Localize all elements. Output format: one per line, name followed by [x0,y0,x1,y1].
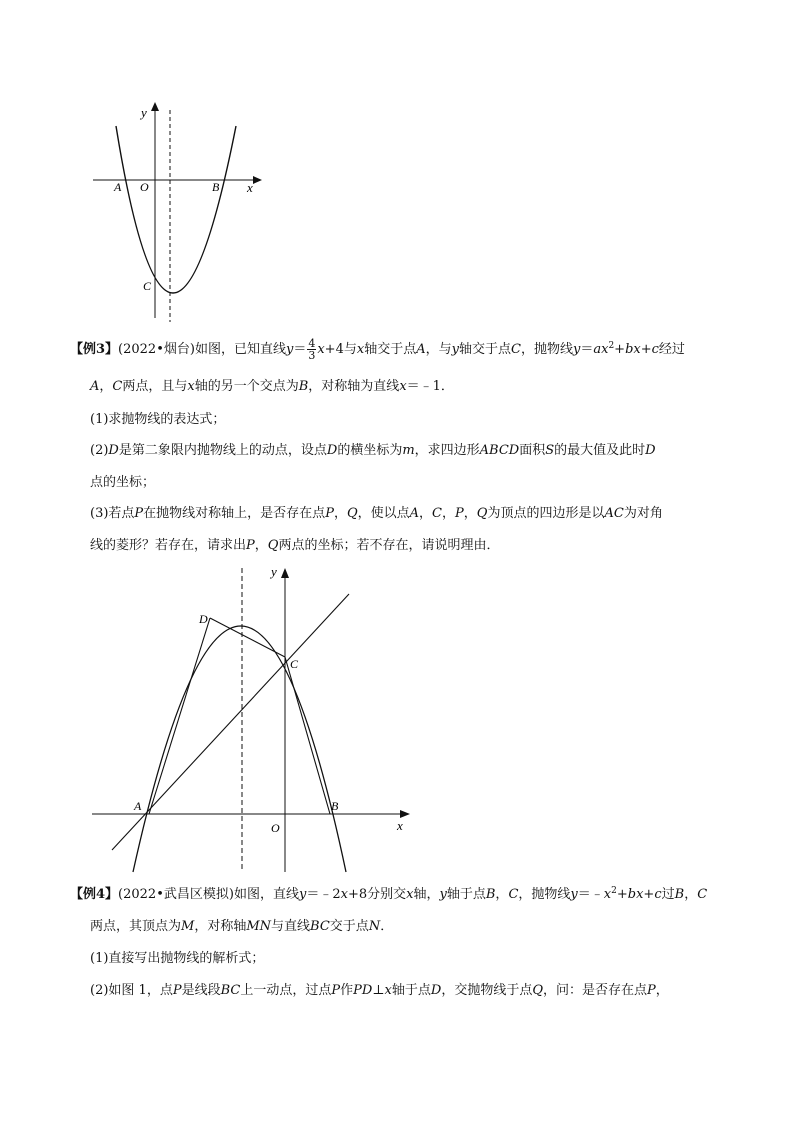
var-y: y [570,887,578,902]
parabola-figure-2 [0,560,794,880]
plus: + [643,887,655,902]
y-axis-arrow-icon [151,102,159,111]
text: (2) [90,443,109,458]
text: 面积 [519,443,546,458]
point-q: Q [346,506,358,521]
example3-line1 [70,338,685,361]
text: 的横坐标为 [337,443,403,458]
example4-question2 [90,982,669,1000]
label-a: A [114,180,122,194]
label-a: A [134,799,142,813]
const: +8 [347,887,368,902]
var-x: x [340,887,348,902]
point-q: Q [532,983,544,998]
point-n: N [368,919,381,934]
var-x: x [603,887,612,902]
plus: + [614,342,626,357]
term-c: c [651,342,659,357]
label-c: C [290,657,299,671]
label-o: O [140,180,149,194]
text: 与直线 [271,919,311,934]
text: 作 [340,983,354,998]
text: ， [419,506,433,521]
question-text: (1)求抛物线的表达式； [90,412,226,427]
point-c: C [508,887,519,902]
var-y: y [572,342,581,357]
text: 两点，其顶点为 [90,919,182,934]
text: ， [442,506,456,521]
point-c: C [697,887,708,902]
parabola-figure-1 [0,0,794,340]
segment-bc: BC [220,983,241,998]
fraction-denominator: 3 [308,349,316,362]
text: 轴交于点 [458,342,511,357]
label-y: y [141,105,147,120]
point-c: C [112,379,123,394]
text: (3)若点 [90,506,135,521]
label-x: x [397,818,403,833]
term-c: c [654,887,662,902]
var-x: x [356,342,365,357]
var-x: x [399,379,407,394]
example3-question3-line2 [90,537,499,555]
text: ，使以点 [357,506,410,521]
term-bx: bx [627,887,644,902]
text: 的最大值及此时 [554,443,646,458]
label-o: O [271,821,280,835]
point-p: P [246,538,255,553]
point-a: A [90,379,100,394]
point-p: P [134,506,144,521]
var-y: y [451,342,459,357]
text: 两点的坐标；若不存在，请说明理由． [278,538,500,553]
text: ， [684,887,698,902]
text: ，交抛物线于点 [441,983,533,998]
text: 轴于点 [391,983,431,998]
line-ac [112,594,349,850]
text: 过 [661,887,675,902]
point-b: B [298,379,309,394]
text: 点的坐标； [90,475,156,490]
text: 两点，且与 [122,379,188,394]
eq: ＝ [293,342,307,357]
text: 为对角 [623,506,663,521]
text: ， [463,506,477,521]
eq: ＝﹣2 [306,887,341,902]
text: ， [333,506,347,521]
text: ，求四边形 [414,443,480,458]
label-b: B [331,799,339,813]
text: ，与 [425,342,452,357]
text: 轴， [413,887,440,902]
x-axis-arrow-icon [253,176,262,184]
label-c: C [143,279,152,293]
var-x: x [384,983,392,998]
exponent: 2 [611,886,617,896]
example3-label: 【例3】 [70,342,119,357]
point-d: D [645,443,656,458]
text: 与 [343,342,357,357]
point-p: P [331,983,341,998]
plus: + [616,887,628,902]
fraction-numerator: 4 [308,337,316,350]
term-bx: bx [625,342,641,357]
text: 线的菱形？若存在，请求出 [90,538,247,553]
point-b: B [485,887,496,902]
text: 上一动点，过点 [240,983,332,998]
text: 是线段 [181,983,221,998]
example3-line2 [90,378,454,396]
text: 为顶点的四边形是以 [487,506,605,521]
point-p: P [172,983,182,998]
fraction-4-3 [307,338,316,361]
text: ， [495,887,509,902]
label-b: B [212,180,220,194]
example3-question3 [90,505,663,523]
example4-source: (2022•武昌区模拟)如图，直线 [118,887,299,902]
label-y: y [271,564,277,579]
label-d: D [199,612,208,626]
text: ， [655,983,669,998]
point-m: M [181,919,195,934]
point-p: P [325,506,334,521]
point-q: Q [476,506,488,521]
text: ，抛物线 [518,887,571,902]
text: 是第二象限内抛物线上的动点，设点 [118,443,327,458]
point-c: C [432,506,442,521]
plus: + [640,342,652,357]
const: +4 [324,342,344,357]
text: ⊥ [372,983,385,998]
var-y: y [298,887,307,902]
text: 在抛物线对称轴上，是否存在点 [143,506,326,521]
segment-mn: MN [246,919,272,934]
text: 经过 [658,342,685,357]
text: ，对称轴为直线 [308,379,400,394]
label-x: x [247,180,253,195]
point-d: D [430,983,442,998]
point-b: B [674,887,685,902]
point-d: D [326,443,338,458]
var-x: x [317,342,325,357]
point-p: P [647,983,656,998]
segment-ad [149,618,210,814]
example4-question1 [90,950,264,968]
var-y: y [439,887,447,902]
eq: ＝ [580,342,594,357]
var-x: x [406,887,414,902]
example3-question2 [90,442,656,460]
text: 轴交于点 [364,342,417,357]
example4-line2 [90,918,393,936]
term-ax: ax [593,342,609,357]
text: ， [99,379,113,394]
text: ，抛物线 [520,342,573,357]
text: 分别交 [367,887,407,902]
point-q: Q [267,538,279,553]
eq: ＝﹣ [577,887,604,902]
parabola-curve [133,626,346,872]
var-x: x [187,379,195,394]
exponent: 2 [608,341,615,351]
parabola-curve [116,126,236,293]
y-axis-arrow-icon [281,568,289,578]
example4-label: 【例4】 [70,887,119,902]
point-p: P [455,506,464,521]
example4-line1 [70,886,707,904]
segment-cb [285,657,330,814]
var-m: m [402,443,415,458]
text: 轴的另一个交点为 [194,379,299,394]
text: ， [254,538,268,553]
segment-ac: AC [604,506,624,521]
example3-source: (2022•烟台)如图，已知直线 [118,342,286,357]
point-a: A [409,506,420,521]
point-a: A [416,342,426,357]
text: ． [380,919,394,934]
segment-bc: BC [310,919,330,934]
point-c: C [511,342,521,357]
text: (2)如图 1，点 [90,983,173,998]
segment-pd: PD [353,983,373,998]
text: ，对称轴 [194,919,247,934]
example3-question2-line2 [90,474,155,492]
point-d: D [108,443,119,458]
var-s: S [545,443,555,458]
x-axis-arrow-icon [400,810,410,818]
var-y: y [285,342,294,357]
segment-dc [210,618,285,657]
question-text: (1)直接写出抛物线的解析式； [90,951,265,966]
text: ，问：是否存在点 [543,983,648,998]
text: 轴于点 [446,887,486,902]
text: ＝﹣1． [406,379,454,394]
quad-abcd: ABCD [479,443,520,458]
text: 交于点 [329,919,369,934]
example3-question1 [90,411,225,429]
